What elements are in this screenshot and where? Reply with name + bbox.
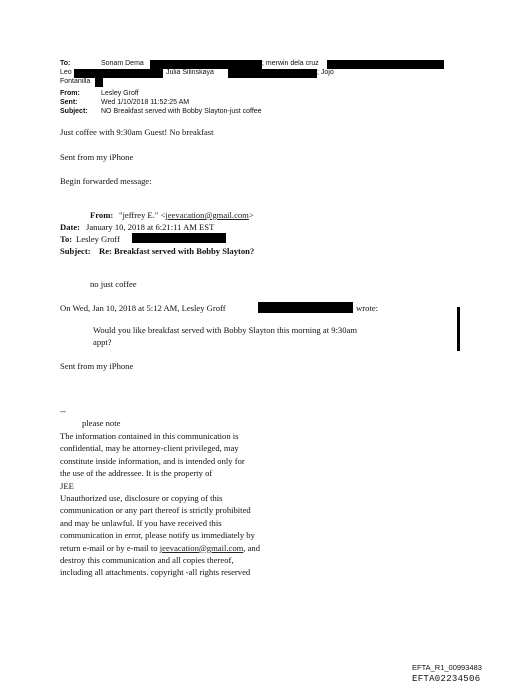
disclaimer-line: constitute inside information, and is intended only for [60,455,245,466]
disclaimer-line: communication in error, please notify us immediately by [60,530,255,541]
disclaimer-line: communication or any part thereof is strictly prohibited [60,505,251,516]
to-name: Leo [60,69,72,76]
redaction-bar [74,69,163,78]
subject-label: Subject: [60,108,88,115]
disclaimer-line: The information contained in this communication is [60,431,239,441]
quote-line: Would you like breakfast served with Bobby Slayton this morning at 9:30am [93,325,358,335]
redaction-bar [150,60,262,69]
fwd-from-name: "jeffrey E." <jeevacation@gmail.com> [119,210,254,220]
reply-text: no just coffee [90,279,137,289]
email-link[interactable]: jeevacation@gmail.com [165,210,249,220]
quote-intro-end: wrote: [356,303,378,313]
disclaimer-line: destroy this communication and all copies thereof, [60,555,234,566]
to-name: Julia Silinskaya [166,69,214,76]
redaction-bar [228,69,317,78]
to-name: Fontanilla [60,78,91,85]
sig-dashes: -- [60,406,66,416]
page-mark [457,307,460,351]
sent-from: Sent from my iPhone [60,361,134,371]
sig-please-note: please note [82,418,121,428]
fwd-to-value: Lesley Groff [76,234,120,244]
redaction-bar [132,233,226,243]
redaction-bar [258,302,353,313]
disclaimer-line: return e-mail or by e-mail to jeevacation@gmail.com, and [60,542,261,553]
sent-label: Sent: [60,99,78,106]
subject-value: NO Breakfast served with Bobby Slayton-just coffee [101,108,262,115]
disclaimer-text [60,430,260,579]
redaction-bar [95,78,103,87]
from-value: Lesley Groff [101,90,139,97]
footer-id: EFTA_R1_00993483 [412,663,482,672]
fwd-from-label: From: [90,210,114,220]
fwd-subject-value: Re: Breakfast served with Bobby Slayton? [99,246,255,256]
disclaimer-line: confidential, may be attorney-client privileged, may [60,443,239,454]
redaction-bar [327,60,444,69]
to-name: ; Jojo [317,69,334,76]
sent-value: Wed 1/10/2018 11:52:25 AM [101,99,190,106]
fwd-date-label: Date: [60,222,81,232]
from-label: From: [60,90,80,97]
disclaimer-email-link[interactable]: jeevacation@gmail.com [159,542,244,553]
body-line: Just coffee with 9:30am Guest! No breakfast [60,127,214,137]
to-name: Sonam Dema [101,60,144,67]
fwd-subject-label: Subject: [60,246,91,256]
footer-bates-id: EFTA02234506 [412,674,481,684]
quote-line: appt? [93,337,112,347]
body-line: Begin forwarded message: [60,176,152,186]
quote-intro: On Wed, Jan 10, 2018 at 5:12 AM, Lesley Groff [60,303,226,313]
disclaimer-line: and may be unlawful. If you have received this [60,517,222,528]
fwd-to-label: To: [60,234,73,244]
disclaimer-line: JEE [60,480,74,491]
to-name: ; merwin dela cruz [262,60,319,67]
disclaimer-line: the use of the addressee. It is the property of [60,468,213,479]
disclaimer-line: including all attachments. copyright -all rights reserved [60,567,251,578]
fwd-date-value: January 10, 2018 at 6:21:11 AM EST [86,222,215,232]
disclaimer-line: Unauthorized use, disclosure or copying of this [60,493,223,504]
body-line: Sent from my iPhone [60,152,134,162]
to-label: To: [60,60,71,67]
